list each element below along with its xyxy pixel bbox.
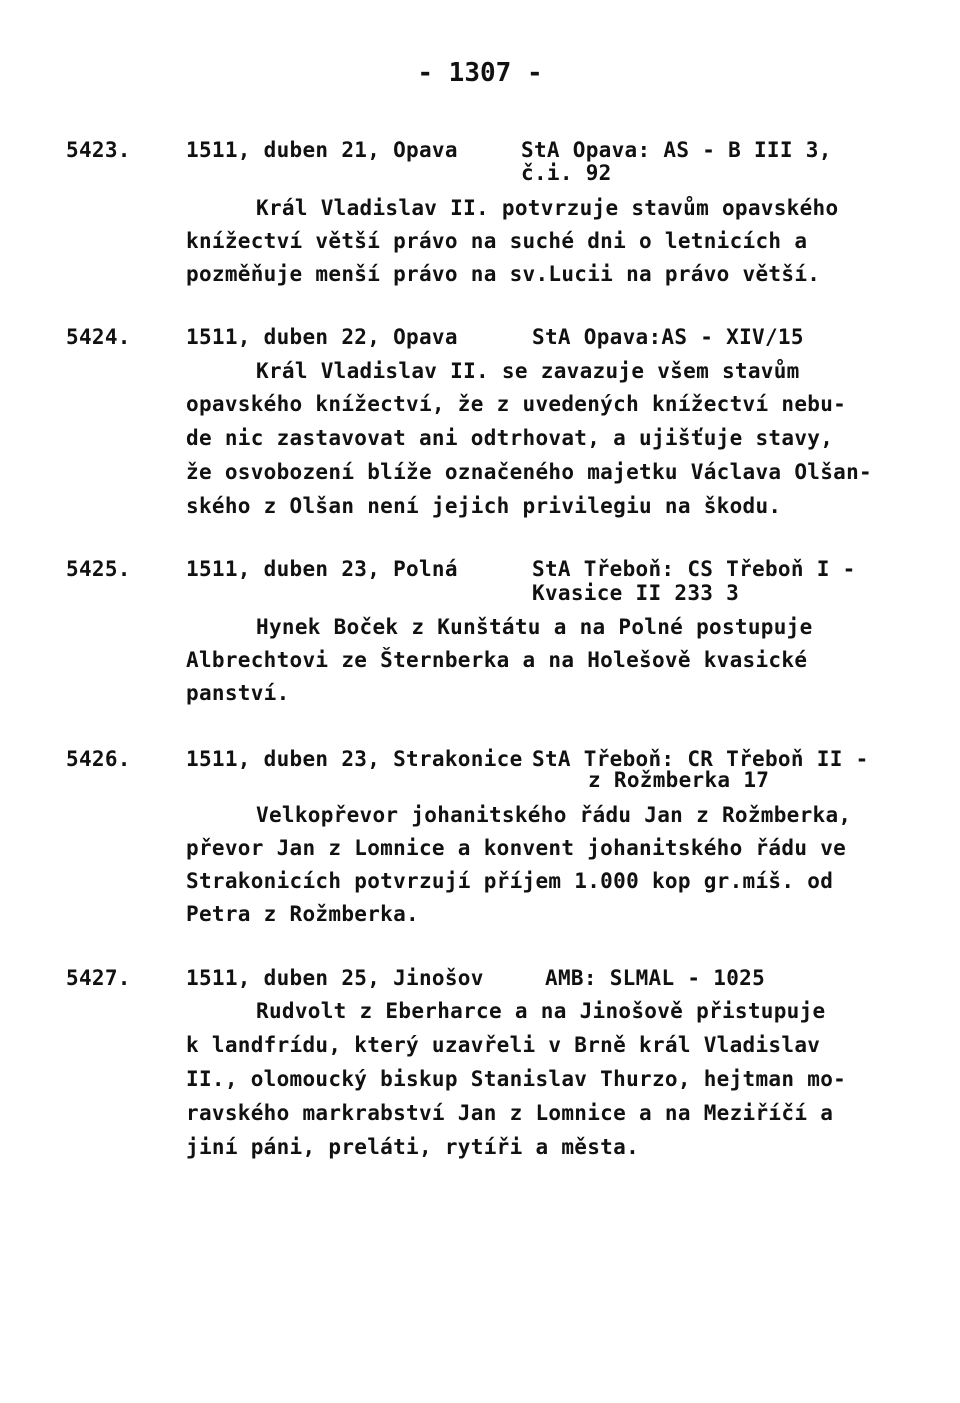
entry-text-line: Petra z Rožmberka. [186,902,419,926]
entry-text-line: pozměňuje menší právo na sv.Lucii na právo větší. [186,262,821,286]
entry-text-line: panství. [186,681,290,705]
entry-source: č.i. 92 [521,161,612,185]
entry-number: 5423. [66,138,131,162]
entry-date-place: 1511, duben 23, Strakonice [186,747,523,771]
entry-text-line: Hynek Boček z Kunštátu a na Polné postupuje [256,615,813,639]
entry-text-line: převor Jan z Lomnice a konvent johanitského řádu ve [186,836,847,860]
entry-text-line: Velkopřevor johanitského řádu Jan z Rožmberka, [256,803,852,827]
entry-number: 5424. [66,325,131,349]
entry-date-place: 1511, duben 21, Opava [186,138,458,162]
entry-text-line: Strakonicích potvrzují příjem 1.000 kop gr.míš. od [186,869,834,893]
page-number: - 1307 - [417,58,543,88]
entry-source: AMB: SLMAL - 1025 [545,966,766,990]
entry-text-line: Král Vladislav II. se zavazuje všem stavům [256,359,800,383]
entry-source: z Rožmberka 17 [588,768,770,792]
entry-date-place: 1511, duben 22, Opava [186,325,458,349]
entry-source: Kvasice II 233 3 [532,581,740,605]
entry-date-place: 1511, duben 25, Jinošov [186,966,484,990]
entry-number: 5425. [66,557,131,581]
entry-source: StA Třeboň: CS Třeboň I - [532,557,856,581]
entry-text-line: ravského markrabství Jan z Lomnice a na Meziříčí a [186,1101,834,1125]
entry-text-line: že osvobození blíže označeného majetku Václava Olšan- [186,460,872,484]
entry-date-place: 1511, duben 23, Polná [186,557,458,581]
entry-source: StA Opava:AS - XIV/15 [532,325,804,349]
entry-text-line: jiní páni, preláti, rytíři a města. [186,1135,640,1159]
entry-text-line: k landfrídu, který uzavřeli v Brně král Vladislav [186,1033,821,1057]
entry-text-line: II., olomoucký biskup Stanislav Thurzo, hejtman mo- [186,1067,847,1091]
entry-number: 5426. [66,747,131,771]
entry-text-line: de nic zastavovat ani odtrhovat, a ujišťuje stavy, [186,426,834,450]
entry-text-line: Král Vladislav II. potvrzuje stavům opavského [256,196,839,220]
entry-number: 5427. [66,966,131,990]
entry-text-line: Rudvolt z Eberharce a na Jinošově přistupuje [256,999,826,1023]
entry-text-line: Albrechtovi ze Šternberka a na Holešově kvasické [186,648,808,672]
entry-text-line: ského z Olšan není jejich privilegiu na škodu. [186,494,782,518]
entry-text-line: opavského knížectví, že z uvedených knížectví nebu- [186,392,847,416]
entry-source: StA Opava: AS - B III 3, [521,138,832,162]
entry-text-line: knížectví větší právo na suché dni o letnicích a [186,229,808,253]
entry-source: StA Třeboň: CR Třeboň II - [532,747,869,771]
